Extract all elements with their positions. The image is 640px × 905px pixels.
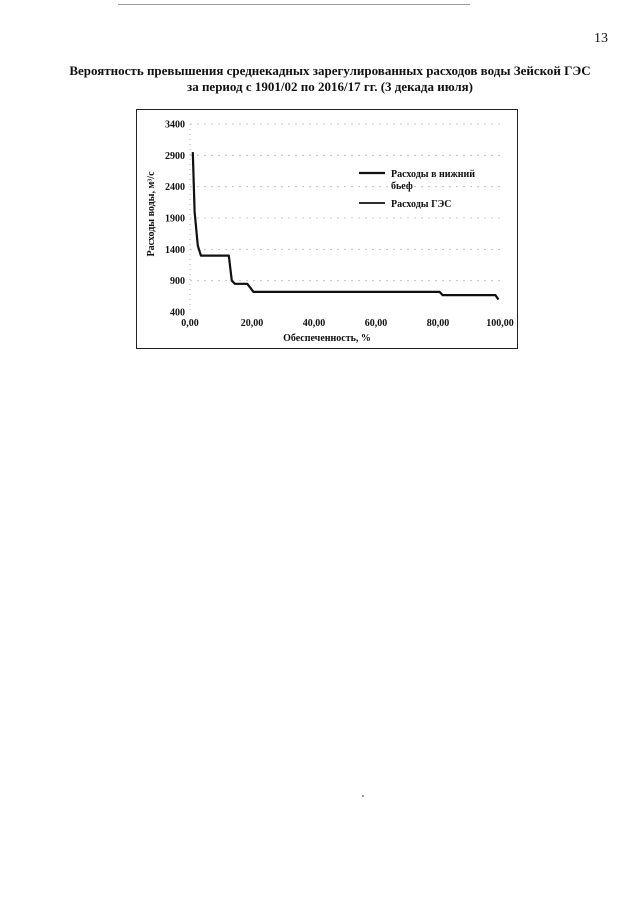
legend-label-1: Расходы в нижний бьеф [391,169,476,192]
y-tick-label: 400 [170,307,185,319]
y-tick-label: 1900 [165,213,185,225]
chart-frame [136,109,518,349]
x-axis-title: Обеспеченность, % [283,333,371,344]
page-number: 13 [594,31,608,46]
scan-speck [362,795,364,797]
legend [359,169,475,210]
y-tick-label: 2400 [165,182,185,194]
x-tick-label: 80,00 [426,318,450,329]
x-tick-label: 0,00 [181,318,199,329]
y-axis-title: Расходы воды, м³/с [146,171,157,257]
y-tick-label: 900 [170,276,185,288]
legend-label-2: Расходы ГЭС [391,199,452,210]
chart-caption [60,63,600,95]
y-tick-label: 1400 [165,244,185,256]
chart-caption-line-2: за период с 1901/02 по 2016/17 гг. (3 декада июля) [186,79,474,94]
line-chart [137,110,517,348]
grid-lines [190,124,500,281]
y-tick-label: 3400 [165,119,185,131]
x-tick-label: 20,00 [240,318,264,329]
top-rule [118,4,470,5]
x-tick-label: 40,00 [302,318,326,329]
chart-caption-line-1: Вероятность превышения среднекадных зарегулированных расходов воды Зейской ГЭС [69,63,591,78]
x-tick-label: 60,00 [364,318,388,329]
y-tick-label: 2900 [165,150,185,162]
x-tick-label: 100,00 [486,318,514,329]
tick-labels [165,120,514,330]
